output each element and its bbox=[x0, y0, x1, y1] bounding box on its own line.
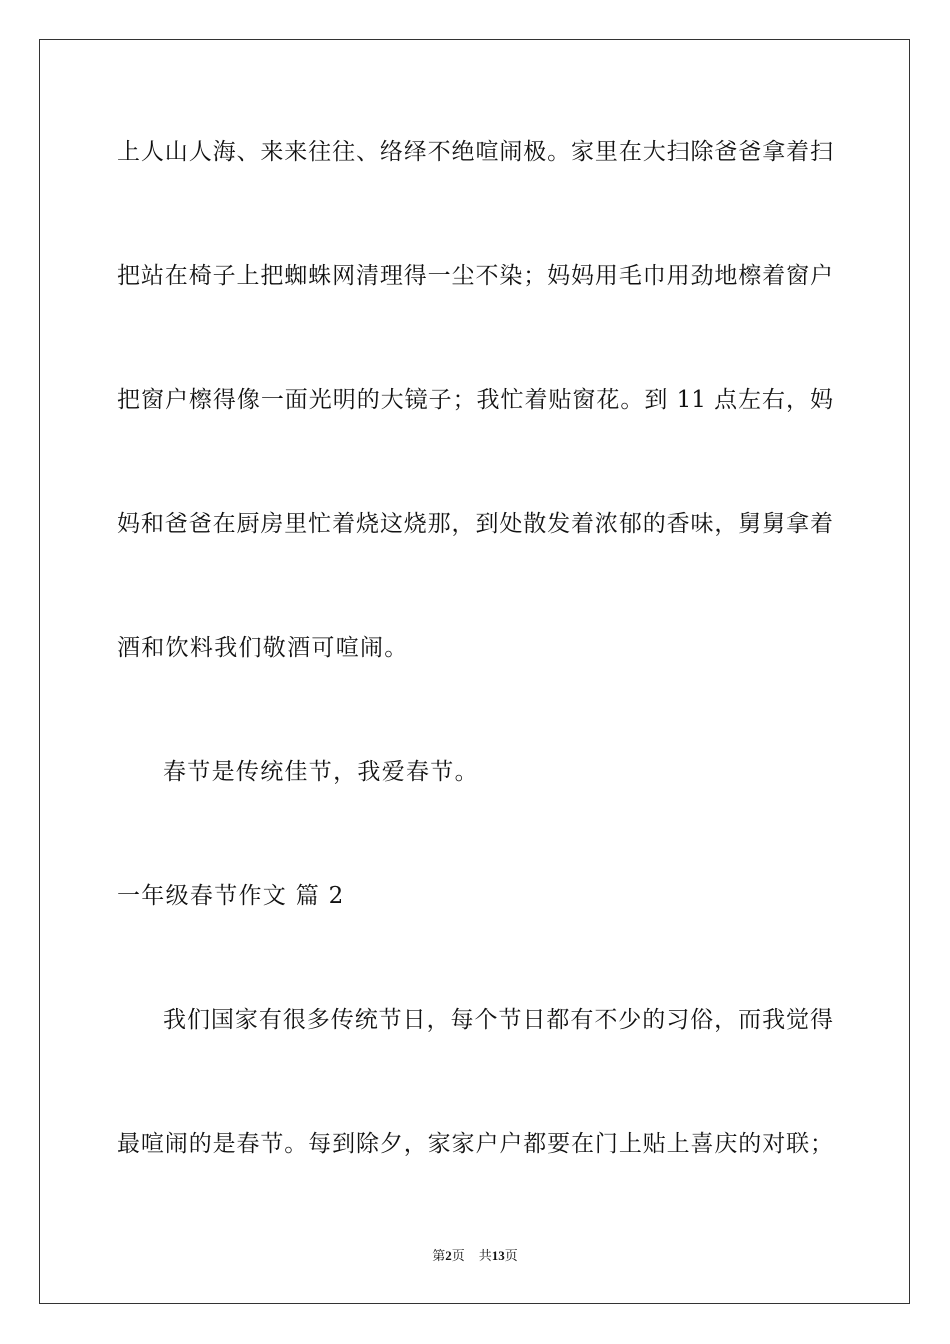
footer-page-suffix: 页 bbox=[451, 1248, 465, 1263]
paragraph-line-3: 把窗户檫得像一面光明的大镜子；我忙着贴窗花。到 11 点左右，妈 bbox=[117, 387, 833, 413]
paragraph-line-2: 把站在椅子上把蜘蛛网清理得一尘不染；妈妈用毛巾用劲地檫着窗户 bbox=[117, 263, 833, 289]
page-footer bbox=[0, 1248, 950, 1264]
paragraph-closing-line: 春节是传统佳节，我爱春节。 bbox=[163, 759, 479, 785]
paragraph-2-line-2: 最喧闹的是春节。每到除夕，家家户户都要在门上贴上喜庆的对联； bbox=[117, 1131, 833, 1157]
footer-page-prefix: 第 bbox=[432, 1248, 446, 1263]
footer-page-number: 2 bbox=[445, 1248, 452, 1263]
footer-total-prefix: 共 bbox=[478, 1248, 492, 1263]
paragraph-line-4: 妈和爸爸在厨房里忙着烧这烧那，到处散发着浓郁的香味，舅舅拿着 bbox=[117, 511, 833, 537]
footer-total-pages: 13 bbox=[491, 1248, 505, 1263]
paragraph-2-line-1: 我们国家有很多传统节日，每个节日都有不少的习俗，而我觉得 bbox=[163, 1007, 833, 1033]
paragraph-line-1: 上人山人海、来来往往、络绎不绝喧闹极。家里在大扫除爸爸拿着扫 bbox=[117, 139, 833, 165]
footer-total-suffix: 页 bbox=[504, 1248, 518, 1263]
section-heading: 一年级春节作文 篇 2 bbox=[117, 883, 345, 909]
paragraph-line-5: 酒和饮料我们敬酒可喧闹。 bbox=[117, 635, 409, 661]
page-border bbox=[39, 39, 910, 1304]
